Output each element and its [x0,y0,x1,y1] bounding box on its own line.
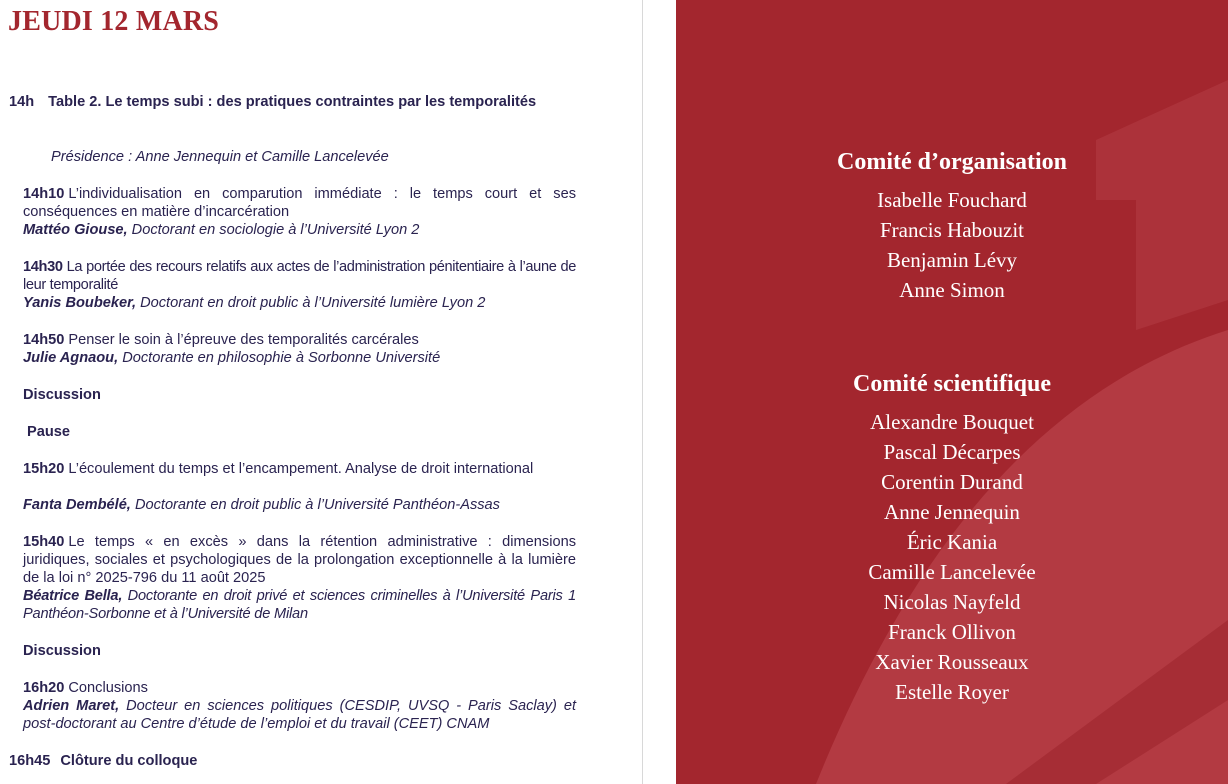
scientific-committee [676,369,1228,707]
speaker-name: Fanta Dembélé, [23,497,131,513]
talk-3-speaker [23,349,576,367]
talk-time: 16h20 [23,680,65,696]
scientifique-member: Pascal Décarpes [883,440,1021,464]
talk-time: 14h30 [23,259,63,275]
speaker-affiliation: Doctorante en droit privé et sciences criminelles à l’Université Paris 1 Panthéon-Sorbonne et à l’Université de Milan [23,588,577,622]
talk-title: L’écoulement du temps et l’encampement. Analyse de droit international [68,461,534,477]
scientifique-member: Éric Kania [906,530,998,554]
speaker-name: Mattéo Giouse, [23,222,128,238]
talk-title: Conclusions [68,680,148,696]
talk-1-speaker [23,221,576,239]
talk-3 [23,331,576,349]
closing [9,752,197,770]
talk-2-speaker [23,294,576,312]
talk-time: 14h10 [23,186,65,202]
talk-title: La portée des recours relatifs aux actes de l’administration pénitentiaire à l’aune de leur temporalité [23,259,576,293]
table-heading [9,93,576,111]
speaker-affiliation: Doctorant en droit public à l’Université lumière Lyon 2 [140,295,486,311]
closing-time: 16h45 [9,753,51,769]
talk-5-speaker [23,587,576,623]
speaker-affiliation: Doctorante en philosophie à Sorbonne Université [122,350,441,366]
speaker-name: Julie Agnaou, [23,350,119,366]
organisation-title: Comité d’organisation [837,149,1067,175]
talk-5 [23,533,576,587]
talk-title: Penser le soin à l’épreuve des temporalités carcérales [68,332,419,348]
talk-6 [23,679,576,697]
committee-panel [676,0,1228,784]
talk-time: 15h20 [23,461,65,477]
talk-time: 15h40 [23,534,65,550]
scientifique-title: Comité scientifique [853,371,1051,397]
scientifique-member: Nicolas Nayfeld [883,590,1021,614]
scientifique-member: Camille Lancelevée [868,560,1036,584]
speaker-name: Yanis Boubeker, [23,295,137,311]
talk-4-speaker [23,496,576,514]
scientifique-member: Estelle Royer [895,680,1009,704]
scientifique-member: Alexandre Bouquet [870,410,1034,434]
pause: Pause [27,424,70,440]
talk-1 [23,185,576,221]
table-title: Table 2. Le temps subi : des pratiques contraintes par les temporalités [48,94,537,110]
closing-label: Clôture du colloque [60,753,198,769]
presidence: Présidence : Anne Jennequin et Camille Lancelevée [51,149,389,165]
organisation-member: Francis Habouzit [879,218,1025,242]
organisation-member: Benjamin Lévy [886,248,1018,272]
speaker-name: Béatrice Bella, [23,588,123,604]
speaker-name: Adrien Maret, [23,698,120,714]
speaker-affiliation: Doctorant en sociologie à l’Université Lyon 2 [131,222,420,238]
organisation-member: Anne Simon [899,278,1005,302]
table-time: 14h [9,94,35,110]
organisation-committee [676,147,1228,305]
talk-title: Le temps « en excès » dans la rétention administrative : dimensions juridiques, sociales et psychologiques de la prolongation exceptionnelle à la lumière de la loi n° 2025-796 du 11 août 2025 [23,534,576,586]
scientifique-member: Anne Jennequin [884,500,1020,524]
talk-time: 14h50 [23,332,65,348]
discussion-1: Discussion [23,387,101,403]
talk-2 [23,258,576,294]
discussion-2: Discussion [23,643,101,659]
day-title: JEUDI 12 MARS [8,6,220,37]
page-gutter [643,0,676,784]
speaker-affiliation: Docteur en sciences politiques (CESDIP, UVSQ - Paris Saclay) et post-doctorant au Centre d’étude de l’emploi et du travail (CEET) CNAM [23,698,577,732]
scientifique-member: Corentin Durand [881,470,1023,494]
scientifique-member: Franck Ollivon [888,620,1016,644]
talk-6-speaker [23,697,576,733]
speaker-affiliation: Doctorante en droit public à l’Université Panthéon-Assas [134,497,500,513]
scientifique-member: Xavier Rousseaux [875,650,1029,674]
organisation-member: Isabelle Fouchard [877,188,1027,212]
talk-title: L’individualisation en comparution immédiate : le temps court et ses conséquences en matière d’incarcération [23,186,576,220]
talk-4 [23,460,576,478]
